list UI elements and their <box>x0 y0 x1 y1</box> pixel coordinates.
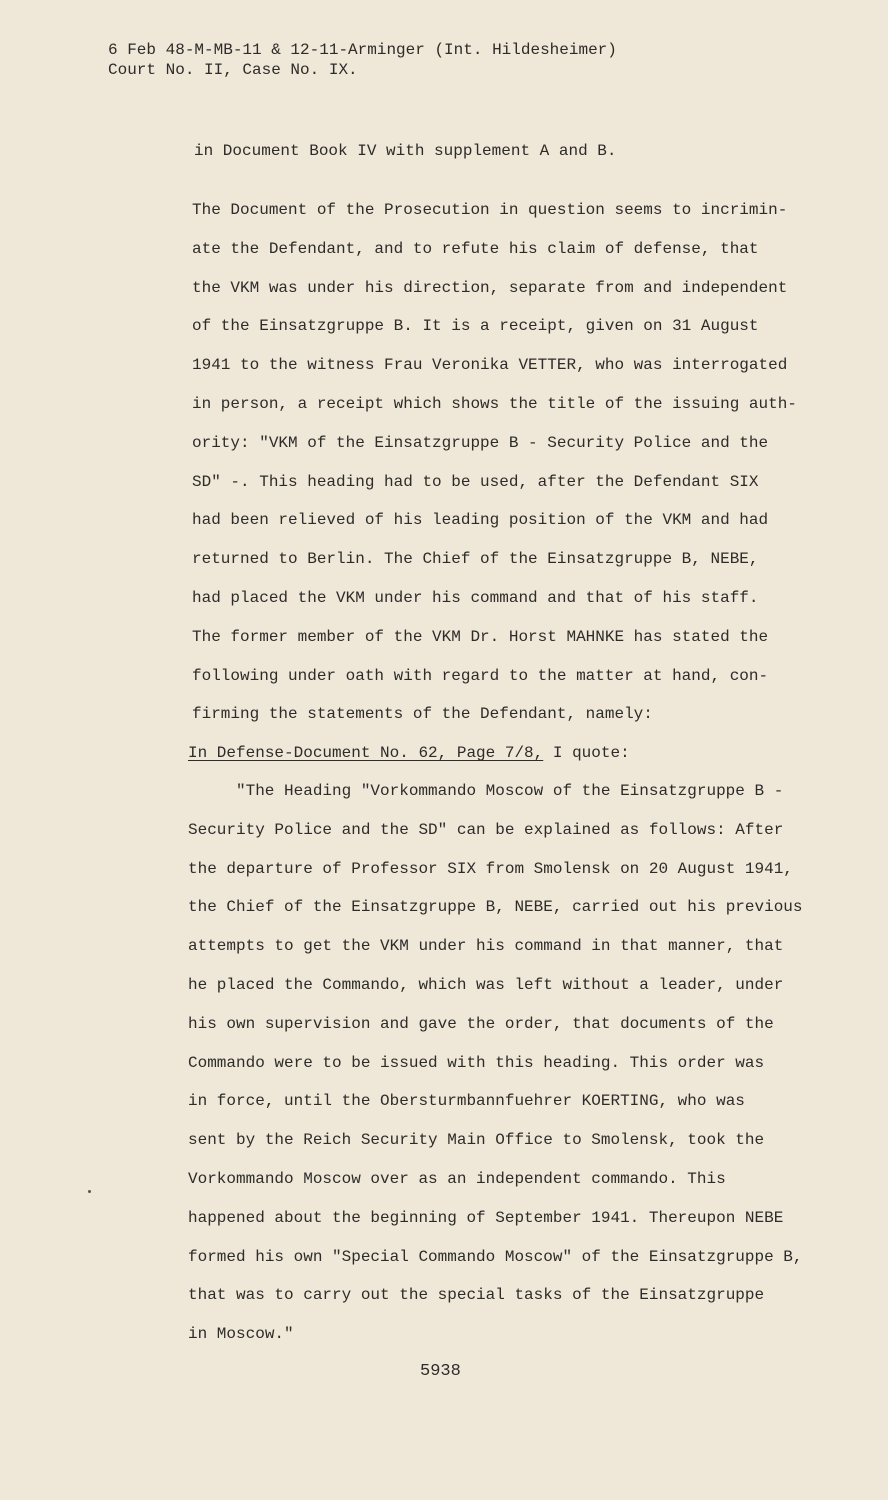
document-header <box>108 40 617 80</box>
quote-line: his own supervision and gave the order, that documents of the <box>188 1014 774 1033</box>
quote-line: Security Police and the SD" can be explained as follows: After <box>188 820 784 839</box>
text-line: the VKM was under his direction, separate from and independent <box>192 278 788 297</box>
text-line: The Document of the Prosecution in question seems to incrimin- <box>192 201 788 219</box>
text-line: ate the Defendant, and to refute his claim of defense, that <box>192 239 759 258</box>
citation-tail: I quote: <box>543 744 630 763</box>
text-line: The former member of the VKM Dr. Horst MAHNKE has stated the <box>192 627 769 646</box>
quote-line: the Chief of the Einsatzgruppe B, NEBE, carried out his previous <box>188 898 803 917</box>
text-line: ority: "VKM of the Einsatzgruppe B - Security Police and the <box>192 433 769 452</box>
page-number: 5938 <box>420 1362 461 1381</box>
text-line: returned to Berlin. The Chief of the Einsatzgruppe B, NEBE, <box>192 550 759 569</box>
quote-line: attempts to get the VKM under his command in that manner, that <box>188 937 784 956</box>
citation-reference: In Defense-Document No. 62, Page 7/8, <box>188 744 544 763</box>
text-line: of the Einsatzgruppe B. It is a receipt, given on 31 August <box>192 317 759 336</box>
quote-line: happened about the beginning of September 1941. Thereupon NEBE <box>188 1208 784 1227</box>
paragraph-1 <box>188 200 797 782</box>
quote-line: "The Heading "Vorkommando Moscow of the Einsatzgruppe B - <box>236 782 784 800</box>
paper-speck <box>88 1190 91 1193</box>
text-line: had placed the VKM under his command and that of his staff. <box>192 588 759 607</box>
text-line: 1941 to the witness Frau Veronika VETTER, who was interrogated <box>192 356 788 375</box>
quote-line: sent by the Reich Security Main Office to Smolensk, took the <box>188 1131 765 1150</box>
text-line: SD" -. This heading had to be used, after the Defendant SIX <box>192 472 759 491</box>
header-line-1: 6 Feb 48-M-MB-11 & 12-11-Arminger (Int. Hildesheimer) <box>108 41 617 59</box>
quote-line: in force, until the Obersturmbannfuehrer KOERTING, who was <box>188 1092 745 1111</box>
opening-line: in Document Book IV with supplement A and B. <box>194 142 617 160</box>
quote-line: that was to carry out the special tasks of the Einsatzgruppe <box>188 1286 765 1305</box>
quoted-statement <box>188 781 803 1363</box>
quote-line: Vorkommando Moscow over as an independent commando. This <box>188 1169 726 1188</box>
text-line: firming the statements of the Defendant, namely: <box>192 705 653 724</box>
citation-line <box>188 743 797 782</box>
text-line: had been relieved of his leading position of the VKM and had <box>192 511 769 530</box>
quote-line: the departure of Professor SIX from Smolensk on 20 August 1941, <box>188 859 793 878</box>
quote-line: he placed the Commando, which was left without a leader, under <box>188 975 784 994</box>
text-line: following under oath with regard to the matter at hand, con- <box>192 666 769 685</box>
quote-line: Commando were to be issued with this heading. This order was <box>188 1053 765 1072</box>
header-line-2: Court No. II, Case No. IX. <box>108 61 358 79</box>
text-line: in person, a receipt which shows the title of the issuing auth- <box>192 394 797 413</box>
quote-line: in Moscow." <box>188 1325 294 1344</box>
quote-line: formed his own "Special Commando Moscow" of the Einsatzgruppe B, <box>188 1247 803 1266</box>
